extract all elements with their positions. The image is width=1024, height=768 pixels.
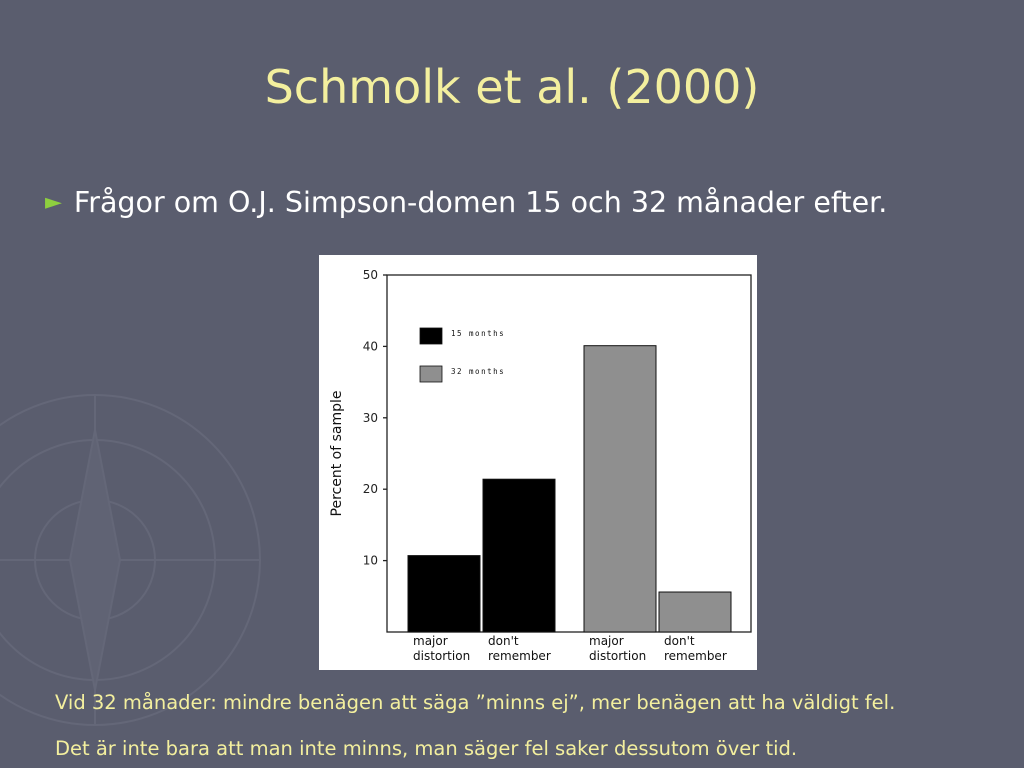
bullet-text: Frågor om O.J. Simpson-domen 15 och 32 månader efter.	[73, 186, 888, 219]
x-category-label: don't	[488, 634, 519, 648]
bar-chart	[319, 255, 757, 670]
x-category-label: major	[589, 634, 624, 648]
bar	[584, 346, 656, 632]
y-tick-label: 40	[362, 339, 378, 354]
legend-label: 15 months	[451, 329, 506, 338]
legend-swatch	[420, 366, 442, 382]
bullet-item	[45, 186, 887, 219]
triangle-right-icon: ►	[45, 190, 62, 215]
y-tick-label: 10	[362, 553, 378, 568]
x-category-label: distortion	[589, 649, 647, 663]
note-line-1: Vid 32 månader: mindre benägen att säga ”minns ej”, mer benägen att ha väldigt fel.	[55, 691, 896, 714]
slide-title: Schmolk et al. (2000)	[264, 60, 760, 114]
y-tick-label: 20	[362, 482, 378, 497]
x-category-label: remember	[488, 649, 551, 663]
x-category-label: distortion	[413, 649, 471, 663]
x-category-label: major	[413, 634, 448, 648]
x-category-label: don't	[664, 634, 695, 648]
y-tick-label: 30	[362, 410, 378, 425]
note-line-2: Det är inte bara att man inte minns, man säger fel saker dessutom över tid.	[55, 737, 798, 760]
y-tick-label: 50	[362, 268, 378, 282]
bar	[408, 556, 480, 632]
legend-swatch	[420, 328, 442, 344]
bar	[483, 479, 555, 632]
legend-label: 32 months	[451, 367, 506, 376]
chart-panel	[319, 255, 757, 670]
y-axis-label: Percent of sample	[329, 390, 345, 517]
bar	[659, 592, 731, 632]
x-category-label: remember	[664, 649, 727, 663]
